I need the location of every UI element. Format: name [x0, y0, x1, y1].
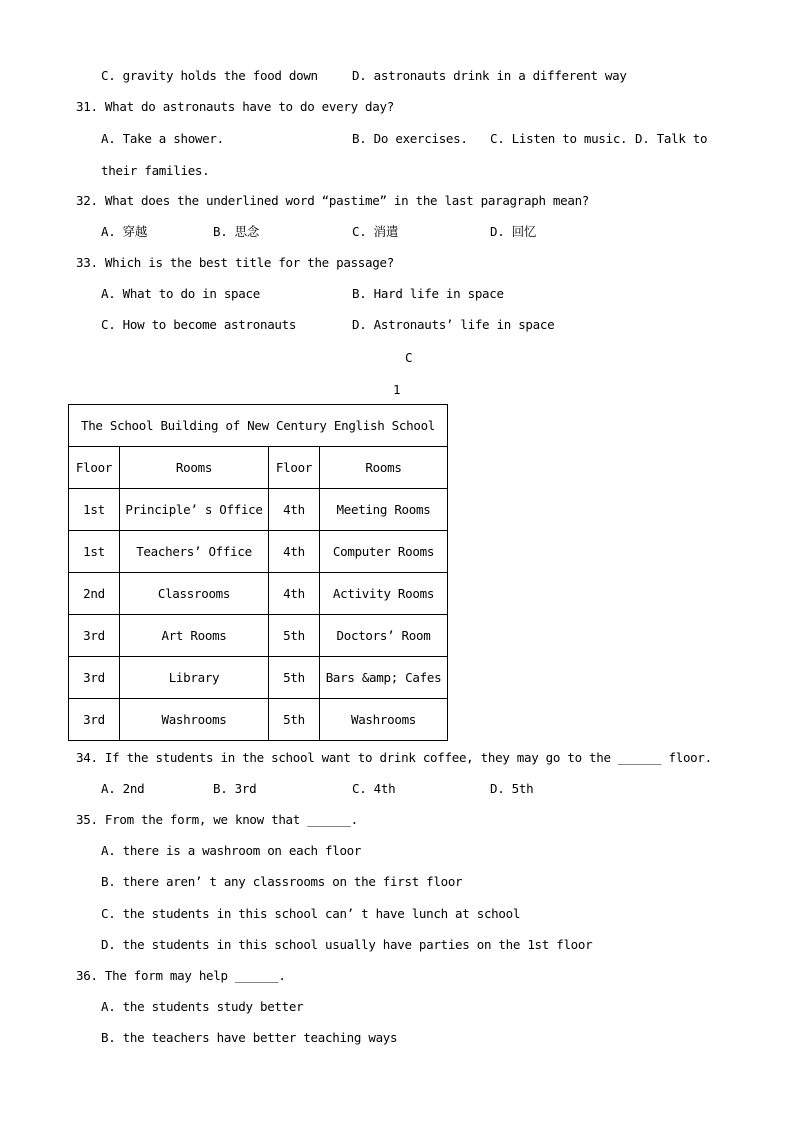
q32-option-c: C. 消遣 [352, 224, 399, 239]
header-floor: Floor [269, 447, 320, 489]
q32-option-d: D. 回忆 [490, 224, 537, 239]
q35-option-d: D. the students in this school usually have parties on the 1st floor [101, 937, 593, 952]
q32-stem: 32. What does the underlined word “pastime” in the last paragraph mean? [76, 193, 590, 208]
rooms-cell: Principle’ s Office [120, 489, 269, 531]
floor-cell: 3rd [69, 657, 120, 699]
header-rooms: Rooms [120, 447, 269, 489]
school-building-table [68, 404, 448, 741]
q30-option-d: D. astronauts drink in a different way [352, 68, 627, 83]
q33-option-a: A. What to do in space [101, 286, 260, 301]
q33-option-d: D. Astronauts’ life in space [352, 317, 555, 332]
q33-stem: 33. Which is the best title for the passage? [76, 255, 394, 270]
floor-cell: 3rd [69, 699, 120, 741]
q32-option-a: A. 穿越 [101, 224, 148, 239]
table-header-row [69, 447, 448, 489]
floor-cell: 4th [269, 489, 320, 531]
q30-option-c: C. gravity holds the food down [101, 68, 318, 83]
table-row [69, 657, 448, 699]
table-row [69, 573, 448, 615]
table-row [69, 489, 448, 531]
table-row [69, 531, 448, 573]
rooms-cell: Doctors’ Room [320, 615, 448, 657]
q35-option-b: B. there aren’ t any classrooms on the first floor [101, 874, 463, 889]
q33-option-b: B. Hard life in space [352, 286, 504, 301]
q35-stem: 35. From the form, we know that ______. [76, 812, 358, 827]
q35-option-c: C. the students in this school can’ t have lunch at school [101, 906, 521, 921]
floor-cell: 5th [269, 657, 320, 699]
q34-option-d: D. 5th [490, 781, 534, 796]
floor-cell: 4th [269, 531, 320, 573]
q31-option-d: D. Talk to [635, 131, 708, 146]
floor-cell: 4th [269, 573, 320, 615]
table-title: The School Building of New Century English School [69, 405, 448, 447]
floor-cell: 1st [69, 531, 120, 573]
rooms-cell: Teachers’ Office [120, 531, 269, 573]
table-row [69, 615, 448, 657]
q33-option-c: C. How to become astronauts [101, 317, 297, 332]
q31-option-d-cont: their families. [101, 163, 210, 178]
section-number: 1 [393, 382, 401, 397]
rooms-cell: Classrooms [120, 573, 269, 615]
floor-cell: 1st [69, 489, 120, 531]
rooms-cell: Bars &amp; Cafes [320, 657, 448, 699]
q35-option-a: A. there is a washroom on each floor [101, 843, 362, 858]
header-rooms: Rooms [320, 447, 448, 489]
q31-stem: 31. What do astronauts have to do every day? [76, 99, 394, 114]
section-heading: C [405, 350, 413, 365]
q36-option-a: A. the students study better [101, 999, 304, 1014]
q32-option-b: B. 思念 [213, 224, 260, 239]
floor-cell: 5th [269, 615, 320, 657]
q34-stem: 34. If the students in the school want to drink coffee, they may go to the ______ floor. [76, 750, 712, 765]
rooms-cell: Art Rooms [120, 615, 269, 657]
q31-option-c: C. Listen to music. [490, 131, 628, 146]
floor-cell: 2nd [69, 573, 120, 615]
floor-cell: 5th [269, 699, 320, 741]
rooms-cell: Washrooms [120, 699, 269, 741]
q34-option-a: A. 2nd [101, 781, 145, 796]
q36-stem: 36. The form may help ______. [76, 968, 286, 983]
floor-cell: 3rd [69, 615, 120, 657]
q34-option-c: C. 4th [352, 781, 396, 796]
q34-option-b: B. 3rd [213, 781, 257, 796]
q31-option-b: B. Do exercises. [352, 131, 468, 146]
rooms-cell: Activity Rooms [320, 573, 448, 615]
rooms-cell: Washrooms [320, 699, 448, 741]
rooms-cell: Computer Rooms [320, 531, 448, 573]
q31-option-a: A. Take a shower. [101, 131, 224, 146]
q36-option-b: B. the teachers have better teaching ways [101, 1030, 398, 1045]
table-row [69, 699, 448, 741]
rooms-cell: Meeting Rooms [320, 489, 448, 531]
header-floor: Floor [69, 447, 120, 489]
rooms-cell: Library [120, 657, 269, 699]
